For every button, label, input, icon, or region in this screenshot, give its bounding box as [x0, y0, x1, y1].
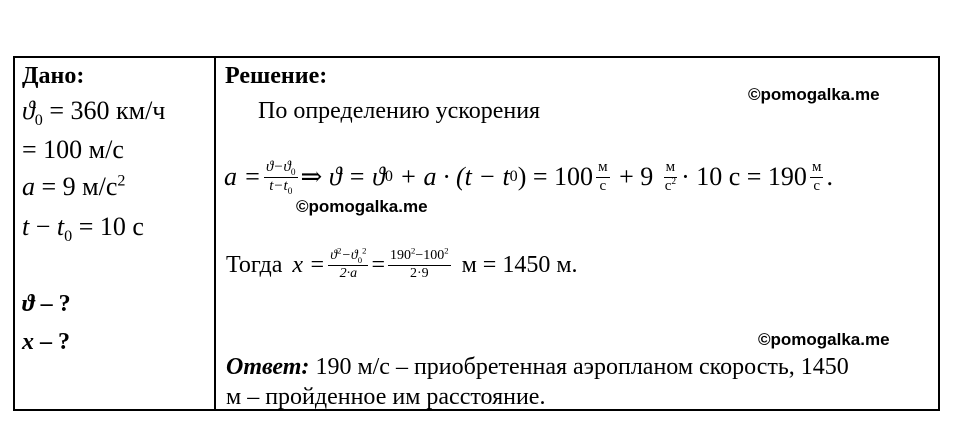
- solution-intro: По определению ускорения: [258, 98, 541, 124]
- unit-m-per-s2: $\frac{м}{с^2}$: [664, 159, 677, 194]
- answer-line-1: Ответ: 190 м/с – приобретенная аэропланом скорость, 1450: [226, 354, 849, 380]
- answer-label: Ответ:: [226, 354, 310, 380]
- given-heading: Дано:: [22, 63, 85, 89]
- watermark-middle: ©pomogalka.me: [296, 197, 428, 216]
- find-distance: x – ?: [22, 329, 70, 355]
- fraction-distance-numeric: $\frac{190^2-100^2}{2\cdot 9}$: [390, 245, 449, 281]
- unit-m-per-s-2: $\frac{м}{с}$: [811, 159, 822, 194]
- fraction-distance-symbolic: $\frac{ϑ^2-ϑ_0^2}{2\cdot a}$: [330, 245, 367, 281]
- given-t: $t - t_0 = 10$ с: [22, 212, 144, 246]
- watermark-bottom: ©pomogalka.me: [758, 330, 890, 349]
- given-v0: $ϑ_0 = 360$ км/ч: [22, 96, 166, 130]
- equation-distance: Тогда x = $\frac{ϑ^2-ϑ_0^2}{2\cdot a}$ = $\frac{190^2-100^2}{2\cdot 9}$ м = 1450 м.: [226, 245, 578, 281]
- given-a: a = 9 $м/с^2$: [22, 172, 126, 201]
- column-divider: [214, 56, 216, 411]
- fraction-acceleration: $\frac{ϑ-ϑ_0}{t-t_0}$: [266, 159, 296, 197]
- find-velocity: ϑ – ?: [22, 291, 71, 317]
- given-v0-converted: = 100 м/с: [22, 135, 124, 164]
- solution-heading: Решение:: [225, 63, 328, 89]
- equation-acceleration: a = $\frac{ϑ-ϑ_0}{t-t_0}$ ⇒ ϑ = ϑ 0 + a · (t − t 0 ) = 100 $\frac{м}{с}$ + 9 $\frac{м}{с^2}$ · 10 с = 190 $\frac{м}{с}$ .: [224, 159, 833, 197]
- unit-m-per-s-1: $\frac{м}{с}$: [598, 159, 608, 194]
- answer-line-2: м – пройденное им расстояние.: [226, 384, 546, 410]
- watermark-top: ©pomogalka.me: [748, 85, 880, 104]
